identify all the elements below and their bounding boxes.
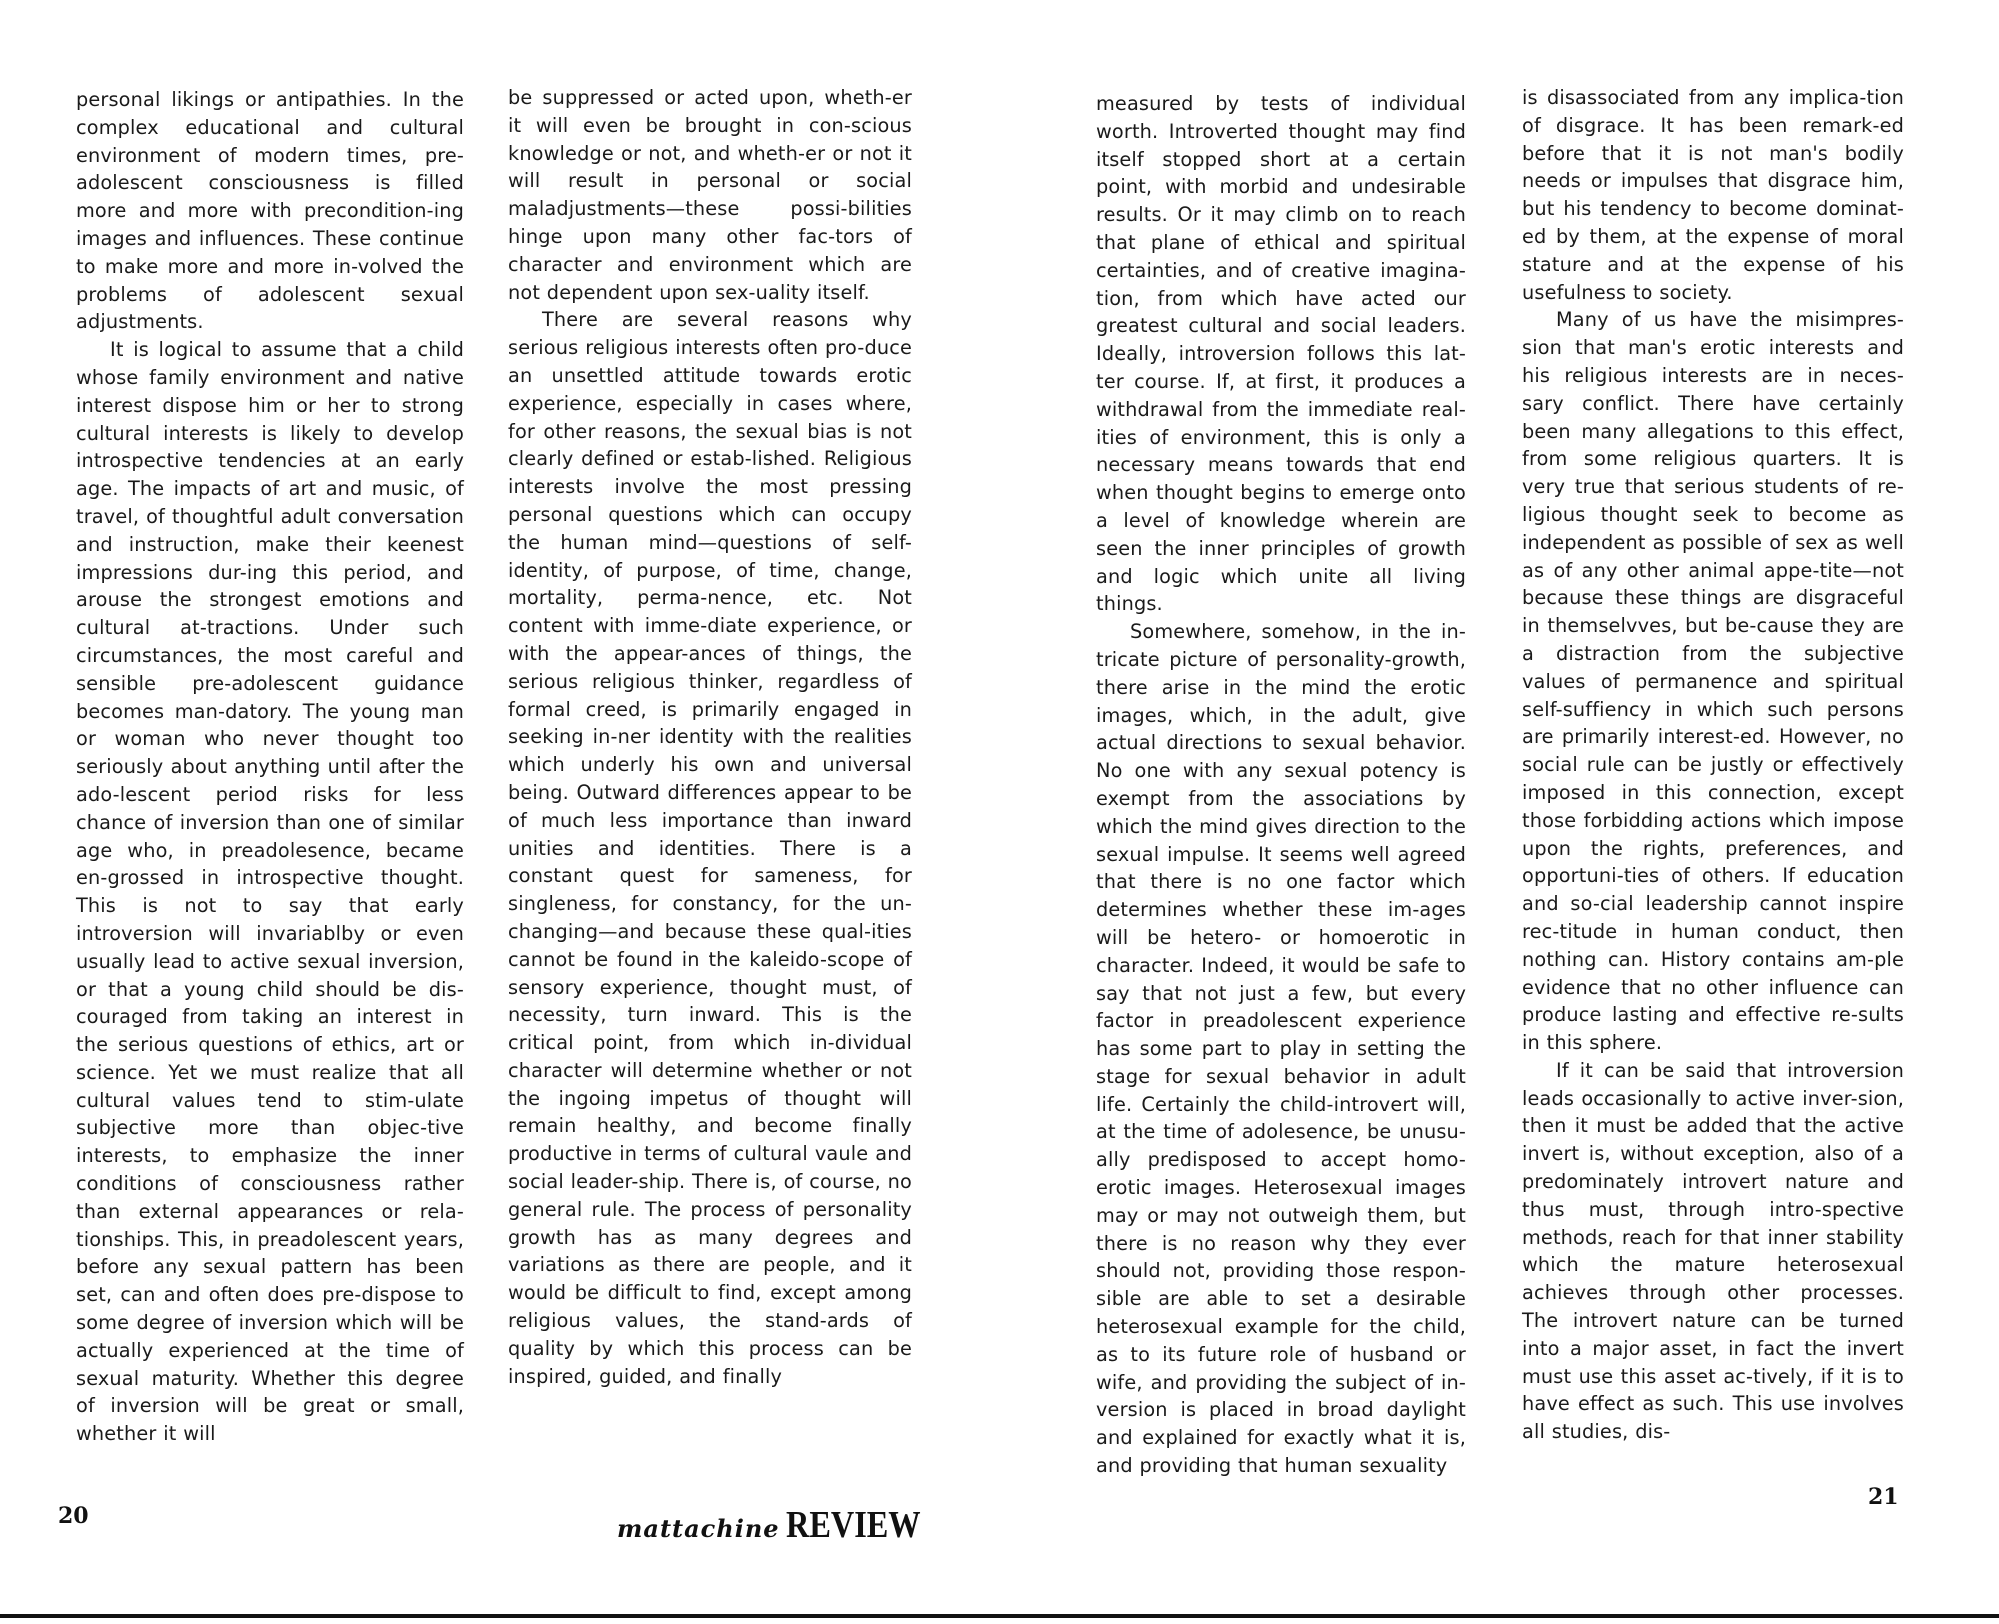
paragraph: If it can be said that introversion leads occasionally to active inver-sion, then it must be added that the active invert is, without exception, also of a predominately introvert nature and thus must, through intro-spective methods, reach for that inner stability which the mature heterosexual achieves through other processes. The introvert nature can be turned into a major asset, in fact the invert must use this asset ac-tively, if it is to have effect as such. This use involves all studies, dis- <box>1522 1058 1904 1444</box>
page-number-right: 21 <box>1868 1484 1899 1510</box>
scan-edge <box>0 1614 1999 1618</box>
paragraph: It is logical to assume that a child whose family environment and native interest dispose him or her to strong cultural interests is likely to develop introspective tendencies at an early age. The impacts of art and music, of travel, of thoughtful adult conversation and instruction, make their keenest impressions dur-ing this period, and arouse the strongest emotions and cultural at-tractions. Under such circumstances, the most careful and sensible pre-adolescent guidance becomes man-datory. The young man or woman who never thought too seriously about anything until after the ado-lescent period risks for less chance of inversion than one of similar age who, in preadolesence, became en-grossed in introspective thought. This is not to say that early introversion will invariablby or even usually lead to active sexual inversion, or that a young child should be dis-couraged from taking an interest in the serious questions of ethics, art or science. Yet we must realize that all cultural values tend to stim-ulate subjective more than objec-tive interests, to emphasize the inner conditions of consciousness rather than external appearances or rela-tionships. This, in preadolescent years, before any sexual pattern has been set, can and often does pre-dispose to some degree of inversion which will be actually experienced at the time of sexual maturity. Whether this degree of inversion will be great or small, whether it will <box>76 338 464 1446</box>
masthead-title: REVIEW <box>785 1504 921 1546</box>
masthead-script: mattachine <box>617 1514 780 1543</box>
paragraph: measured by tests of individual worth. Introverted thought may find itself stopped short at a certain point, with morbid and undesirable results. Or it may climb on to reach that plane of ethical and spiritual certainties, and of creative imagina-tion, from which have acted our greatest cultural and social leaders. Ideally, introversion follows this lat-ter course. If, at first, it produces a withdrawal from the immediate real-ities of environment, this is only a necessary means towards that end when thought begins to emerge onto a level of knowledge wherein are seen the inner principles of growth and logic which unite all living things. <box>1096 92 1466 616</box>
paragraph: be suppressed or acted upon, wheth-er it will even be brought in con-scious knowledge or not, and wheth-er or not it will result in personal or social maladjustments—these possi-bilities hinge upon many other fac-tors of character and environment which are not dependent upon sex-uality itself. <box>508 86 912 304</box>
paragraph: There are several reasons why serious religious interests often pro-duce an unsettled attitude towards erotic experience, especially in cases where, for other reasons, the sexual bias is not clearly defined or estab-lished. Religious interests involve the most pressing personal questions which can occupy the human mind—questions of self-identity, of purpose, of time, change, mortality, perma-nence, etc. Not content with imme-diate experience, or with the appear-ances of things, the serious religious thinker, regardless of formal creed, is primarily engaged in seeking in-ner identity with the realities which underly his own and universal being. Outward differences appear to be of much less importance than inward unities and identities. There is a constant quest for sameness, for singleness, for constancy, for the un-changing—and because these qual-ities cannot be found in the kaleido-scope of sensory experience, thought must, of necessity, turn inward. This is the critical point, from which in-dividual character will determine whether or not the ingoing impetus of thought will remain healthy, and become finally productive in terms of cultural vaule and social leader-ship. There is, of course, no general rule. The process of personality growth has as many degrees and variations as there are people, and it would be difficult to find, except among religious values, the stand-ards of quality by which this process can be inspired, guided, and finally <box>508 308 912 1388</box>
paragraph: Somewhere, somehow, in the in-tricate picture of personality-growth, there arise in the mind the erotic images, which, in the adult, give actual directions to sexual behavior. No one with any sexual potency is exempt from the associations by which the mind gives direction to the sexual impulse. It seems well agreed that there is no one factor which determines whether these im-ages will be hetero- or homoerotic in character. Indeed, it would be safe to say that not just a few, but every factor in preadolescent experience has some part to play in setting the stage for sexual behavior in adult life. Certainly the child-introvert will, at the time of adolesence, be unusu-ally predisposed to accept homo-erotic images. Heterosexual images may or may not outweigh them, but there is no reason why they ever should not, providing those respon-sible are able to set a desirable heterosexual example for the child, as to its future role of husband or wife, and providing the subject of in-version is placed in broad daylight and explained for exactly what it is, and providing that human sexuality <box>1096 620 1466 1478</box>
paragraph: is disassociated from any implica-tion of disgrace. It has been remark-ed before that it is not man's bodily needs or impulses that disgrace him, but his tendency to become dominat-ed by them, at the expense of moral stature and at the expense of his usefulness to society. <box>1522 86 1904 304</box>
page-number-left: 20 <box>58 1503 89 1529</box>
paragraph: Many of us have the misimpres-sion that man's erotic interests and his religious interests are in neces-sary conflict. There have certainly been many allegations to this effect, from some religious quarters. It is very true that serious students of re-ligious thought seek to become as independent as possible of sex as well as of any other animal appe-tite—not because these things are disgraceful in themselvves, but be-cause they are a distraction from the subjective values of permanence and spiritual self-suffiency in which such persons are primarily interest-ed. However, no social rule can be justly or effectively imposed in this connection, except those forbidding actions which impose upon the rights, preferences, and opportuni-ties of others. If education and so-cial leadership cannot inspire rec-titude in human conduct, then nothing can. History contains am-ple evidence that no other influence can produce lasting and effective re-sults in this sphere. <box>1522 308 1904 1055</box>
column-3 <box>1096 90 1466 1480</box>
column-4 <box>1522 84 1904 1446</box>
paragraph: personal likings or antipathies. In the complex educational and cultural environment of modern times, pre-adolescent consciousness is filled more and more with precondition-ing images and influences. These continue to make more and more in-volved the problems of adolescent sexual adjustments. <box>76 88 464 334</box>
